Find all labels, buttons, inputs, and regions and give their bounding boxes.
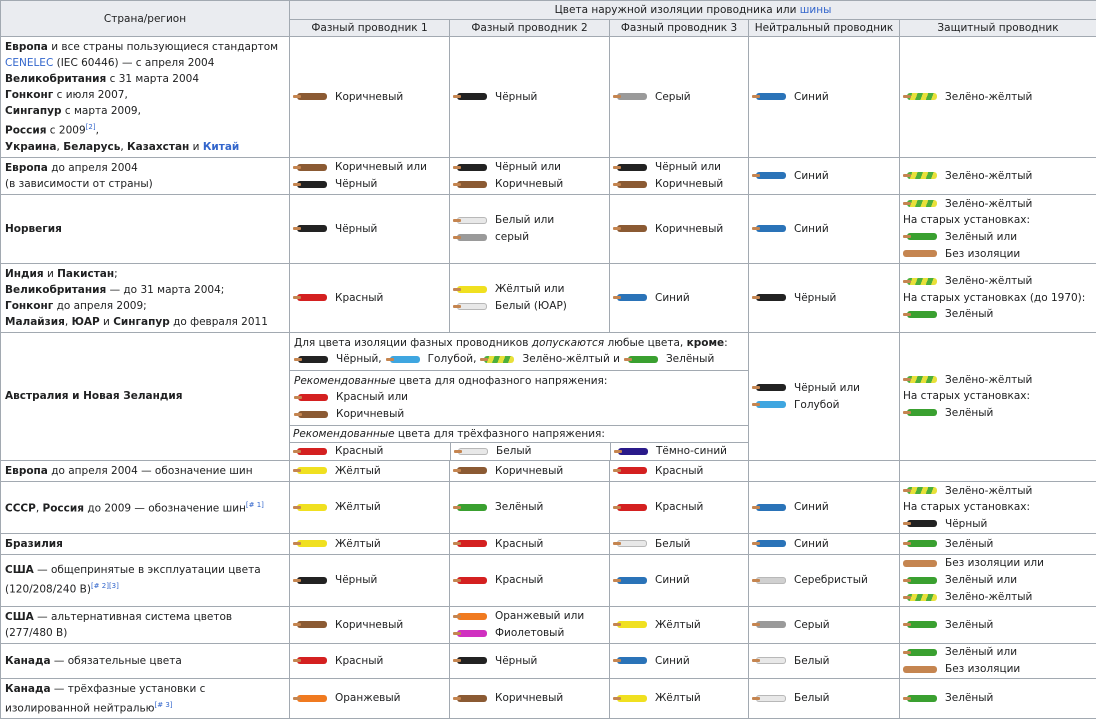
header-phase-2: Фазный проводник 2 [450, 20, 610, 37]
country-cell: Канада — обязательные цвета [1, 643, 290, 678]
wire-icon [613, 164, 649, 171]
country-cell: Австралия и Новая Зеландия [1, 332, 290, 460]
wire-icon [903, 200, 939, 207]
wire-icon [293, 225, 329, 232]
wire-icon [453, 286, 489, 293]
wire-icon [453, 217, 489, 224]
wire-icon [752, 172, 788, 179]
wire-icon [453, 164, 489, 171]
wire-icon [752, 294, 788, 301]
wire-icon [293, 93, 329, 100]
link-china[interactable]: Китай [203, 141, 239, 153]
wire-icon [903, 695, 939, 702]
wire-icon [903, 250, 939, 257]
ref-link[interactable]: [# 1] [246, 501, 264, 509]
country-cell: Бразилия [1, 533, 290, 554]
wire-icon [903, 621, 939, 628]
wire-icon [453, 303, 489, 310]
wire-icon [453, 577, 489, 584]
wire-icon [903, 560, 939, 567]
wire-icon [293, 164, 329, 171]
table-row: Европа до апреля 2004 (в зависимости от страны) Коричневый или Чёрный Чёрный или Коричневый Чёрный или Коричневый Синий Зелёно-жёлтый [1, 157, 1096, 194]
wire-icon [903, 649, 939, 656]
wire-icon [903, 577, 939, 584]
wire-icon [386, 356, 422, 363]
table-row: Канада — трёхфазные установки с изолированной нейтралью[# 3] Оранжевый Коричневый Жёлтый Белый Зелёный [1, 678, 1096, 719]
wire-icon [903, 233, 939, 240]
wire-icon [752, 504, 788, 511]
wire-icon [294, 356, 330, 363]
table-row: Канада — обязательные цвета Красный Чёрный Синий Белый Зелёный или Без изоляции [1, 643, 1096, 678]
wire-icon [294, 411, 330, 418]
wire-icon [293, 657, 329, 664]
wire-icon [752, 540, 788, 547]
wire-icon [903, 376, 939, 383]
wire-icon [453, 657, 489, 664]
wire-icon [480, 356, 516, 363]
wire-icon [613, 621, 649, 628]
ref-link[interactable]: [2] [86, 123, 96, 131]
wire-icon [453, 504, 489, 511]
wire-icon [614, 448, 650, 455]
wire-icon [613, 504, 649, 511]
wire-icon [293, 448, 329, 455]
wire-icon [903, 520, 939, 527]
wire-icon [293, 540, 329, 547]
wire-icon [293, 577, 329, 584]
header-title: Цвета наружной изоляции проводника или шины [290, 1, 1096, 20]
wire-icon [903, 540, 939, 547]
country-cell: Европа до апреля 2004 — обозначение шин [1, 460, 290, 481]
ref-link[interactable]: [# 2][3] [91, 582, 119, 590]
table-row: СССР, Россия до 2009 — обозначение шин[# 1] Жёлтый Зелёный Красный Синий Зелёно-жёлтый На старых установках: Чёрный [1, 481, 1096, 533]
wire-icon [903, 93, 939, 100]
wire-icon [613, 577, 649, 584]
wire-icon [752, 577, 788, 584]
ref-link[interactable]: [# 3] [155, 701, 173, 709]
wire-icon [453, 540, 489, 547]
wire-icon [903, 666, 939, 673]
table-row: Рекомендованные цвета для однофазного напряжения: Красный или Коричневый [1, 370, 1096, 425]
header-neutral: Нейтральный проводник [749, 20, 900, 37]
table-row: США — альтернативная система цветов (277/480 В) Коричневый Оранжевый или Фиолетовый Жёлтый Серый Зелёный [1, 606, 1096, 643]
wire-icon [294, 394, 330, 401]
wire-icon [752, 401, 788, 408]
wire-icon [293, 621, 329, 628]
wire-icon [613, 294, 649, 301]
header-country: Страна/регион [1, 1, 290, 37]
wire-icon [624, 356, 660, 363]
wire-icon [613, 695, 649, 702]
table-row: Бразилия Жёлтый Красный Белый Синий Зелёный [1, 533, 1096, 554]
link-bus[interactable]: шины [800, 4, 832, 16]
wire-icon [903, 487, 939, 494]
wire-icon [293, 181, 329, 188]
link-cenelec[interactable]: CENELEC [5, 57, 53, 69]
wire-icon [752, 621, 788, 628]
wire-icon [613, 467, 649, 474]
wire-icon [293, 504, 329, 511]
wire-icon [903, 311, 939, 318]
wire-icon [293, 294, 329, 301]
country-cell: Европа и все страны пользующиеся стандартом CENELEC (IEC 60446) — с апреля 2004 Великобритания с 31 марта 2004 Гонконг с июля 2007, Сингапур с марта 2009, Россия с 2009[2], Украина, Беларусь, Казахстан и Китай [1, 37, 290, 158]
wire-icon [453, 181, 489, 188]
table-row: Рекомендованные цвета для трёхфазного напряжения: Красный Белый Тёмно-синий [1, 425, 1096, 460]
wire-icon [613, 657, 649, 664]
wire-icon [453, 613, 489, 620]
country-cell: Норвегия [1, 194, 290, 263]
country-cell: СССР, Россия до 2009 — обозначение шин[# 1] [1, 481, 290, 533]
table-row: США — общепринятые в эксплуатации цвета (120/208/240 В)[# 2][3] Чёрный Красный Синий Серебристый Без изоляции или Зелёный или Зелёно-жёлтый [1, 554, 1096, 606]
table-row: Европа до апреля 2004 — обозначение шин Жёлтый Коричневый Красный [1, 460, 1096, 481]
wire-icon [454, 448, 490, 455]
wire-icon [613, 181, 649, 188]
country-cell: Канада — трёхфазные установки с изолированной нейтралью[# 3] [1, 678, 290, 719]
wire-icon [903, 409, 939, 416]
wire-icon [752, 384, 788, 391]
wire-icon [903, 594, 939, 601]
wire-icon [453, 630, 489, 637]
table-row: Индия и Пакистан; Великобритания — до 31 марта 2004; Гонконг до апреля 2009; Малайзия, ЮАР и Сингапур до февраля 2011 Красный Жёлтый или Белый (ЮАР) Синий Чёрный Зелёно-жёлтый На старых установках (до 1970): Зелёный [1, 263, 1096, 332]
wire-icon [613, 93, 649, 100]
table-row: Австралия и Новая Зеландия Для цвета изоляции фазных проводников допускаются любые цвета, кроме: Чёрный, Голубой, Зелёно-жёлтый и Зелёный Чёрный или Голубой Зелёно-жёлтый На старых установках: Зелёный [1, 332, 1096, 370]
wire-icon [453, 467, 489, 474]
wire-icon [293, 695, 329, 702]
header-phase-3: Фазный проводник 3 [610, 20, 749, 37]
wire-icon [453, 695, 489, 702]
wire-icon [903, 172, 939, 179]
wire-icon [613, 225, 649, 232]
header-protective: Защитный проводник [900, 20, 1096, 37]
wire-icon [752, 695, 788, 702]
wire-icon [613, 540, 649, 547]
wire-icon [293, 467, 329, 474]
country-cell: США — общепринятые в эксплуатации цвета (120/208/240 В)[# 2][3] [1, 554, 290, 606]
wire-icon [453, 93, 489, 100]
country-cell: Европа до апреля 2004 (в зависимости от страны) [1, 157, 290, 194]
wire-icon [903, 278, 939, 285]
wire-icon [453, 234, 489, 241]
country-cell: США — альтернативная система цветов (277/480 В) [1, 606, 290, 643]
table-row: Европа и все страны пользующиеся стандартом CENELEC (IEC 60446) — с апреля 2004 Великобритания с 31 марта 2004 Гонконг с июля 2007, Сингапур с марта 2009, Россия с 2009[2], Украина, Беларусь, Казахстан и Китай Коричневый Чёрный Серый Синий Зелёно-жёлтый [1, 37, 1096, 158]
wire-icon [752, 93, 788, 100]
table-row: Норвегия Чёрный Белый или серый Коричневый Синий Зелёно-жёлтый На старых установках: Зелёный или Без изоляции [1, 194, 1096, 263]
header-phase-1: Фазный проводник 1 [290, 20, 450, 37]
wire-icon [752, 657, 788, 664]
wire-icon [752, 225, 788, 232]
country-cell: Индия и Пакистан; Великобритания — до 31 марта 2004; Гонконг до апреля 2009; Малайзия, ЮАР и Сингапур до февраля 2011 [1, 263, 290, 332]
